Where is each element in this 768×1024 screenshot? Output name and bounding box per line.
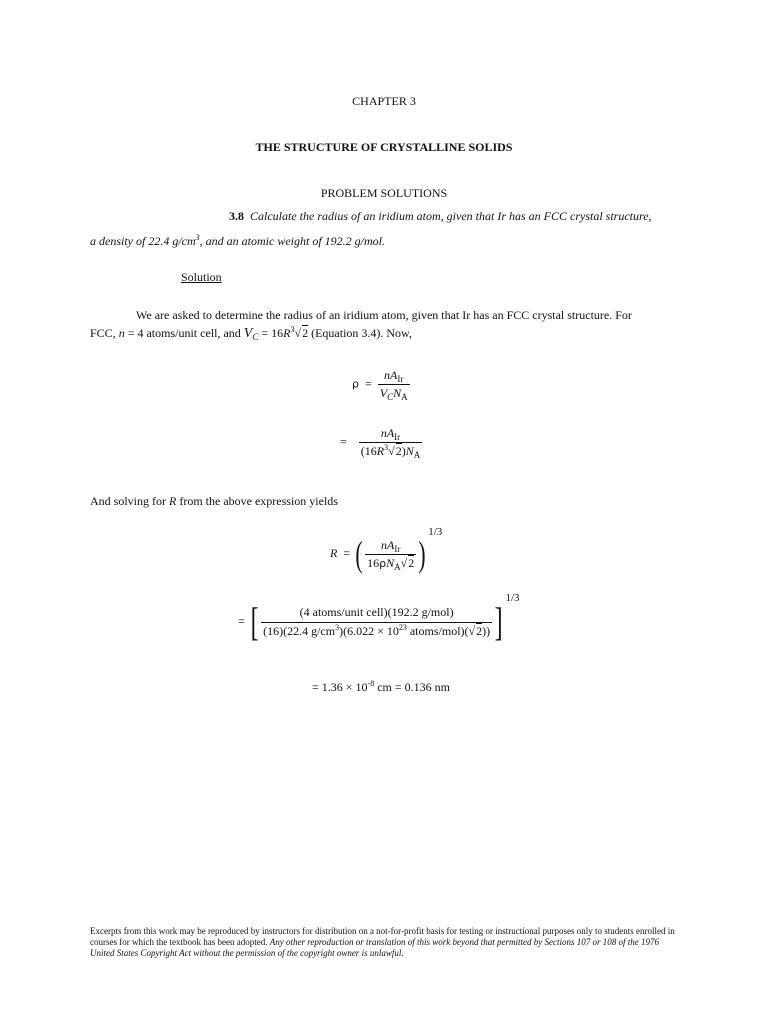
fraction: $\frac{nA_{Ir}}{16\rho N_A√2}$ xyxy=(367,537,415,572)
chapter-heading: CHAPTER 3 xyxy=(352,94,416,108)
solution-heading: Solution xyxy=(181,270,222,284)
problem-statement-line1 xyxy=(229,209,652,224)
equation-density-definition: ρ = $\frac{nA_{Ir}}{V_CN_A}$ xyxy=(352,368,408,402)
final-result: = $1.36 \times 10^{-8}$ cm = 0.136 nm xyxy=(312,679,450,694)
equation-density-substituted: = $\frac{nA_{Ir}}{(16R^3√2)N_A}$ xyxy=(340,426,421,460)
problem-statement-line2: a density of 22.4 $g/cm^3$, and an atomic weight of 192.2 g/mol. xyxy=(90,233,385,248)
solution-paragraph-line1: We are asked to determine the radius of an iridium atom, given that Ir has an FCC crystal structure. For xyxy=(136,308,632,322)
fraction: $\frac{nA_{Ir}}{V_CN_A}$ xyxy=(379,368,408,402)
equation-numeric-substitution: = [ $\frac{\text{(4 atoms/unit cell)(192.2 g/mol)}}{(16)(22.4 g/cm^3)(6.022 \times 10^{23} atoms/mol)(√2))}$ ]$^{1/3}$ xyxy=(238,592,520,645)
copyright-footer: Excerpts from this work may be reproduced by instructors for distribution on a not-for-profit basis for testing or instructional purposes only to students enrolled in courses for which the textbook has been adopted. Any other reproduction or translation of this work beyond that permitted by Sections 107 or 108 of the 1976 United States Copyright Act without the permission of the copyright owner is unlawful. xyxy=(90,926,675,958)
section-heading: PROBLEM SOLUTIONS xyxy=(320,186,448,200)
solution-paragraph-line2: FCC, n = 4 atoms/unit cell, and $V_C = 16R^3√2$ (Equation 3.4). Now, xyxy=(90,325,412,342)
problem-text: Calculate the radius of an iridium atom, given that Ir has an FCC crystal structure, xyxy=(250,209,652,223)
equation-radius-expression: R = ( $\frac{nA_{Ir}}{16\rho N_A√2}$ )$^{1/3}$ xyxy=(330,526,443,575)
problem-number: 3.8 xyxy=(229,209,244,223)
fraction: $\frac{nA_{Ir}}{(16R^3√2)N_A}$ xyxy=(360,426,421,460)
solving-text: And solving for R from the above expression yields xyxy=(90,494,338,508)
chapter-title: THE STRUCTURE OF CRYSTALLINE SOLIDS xyxy=(255,140,513,154)
fraction: $\frac{\text{(4 atoms/unit cell)(192.2 g/mol)}}{(16)(22.4 g/cm^3)(6.022 \times 10^{23} atoms/mol)(√2))}$ xyxy=(263,605,491,639)
